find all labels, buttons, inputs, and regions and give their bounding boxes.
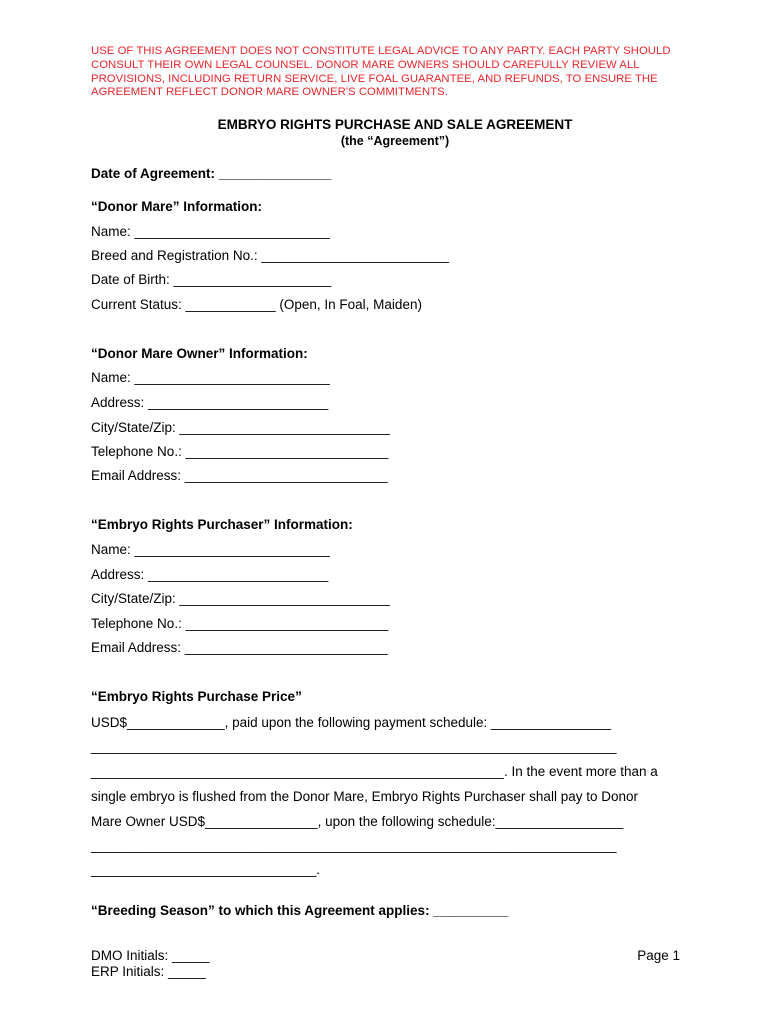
- purchase-price-line-4: single embryo is flushed from the Donor Mare, Embryo Rights Purchaser shall pay to Donor: [91, 789, 638, 804]
- page-number: Page 1: [637, 948, 680, 963]
- owner-email-field: Email Address: ___________________________: [91, 468, 388, 483]
- owner-name-field: Name: __________________________: [91, 370, 330, 385]
- purchase-price-line-2: ______________________________________________________________________: [91, 739, 617, 754]
- notice-line-4: AGREEMENT REFLECT DONOR MARE OWNER'S COMMITMENTS.: [91, 86, 448, 99]
- purchaser-address-field: Address: ________________________: [91, 567, 329, 582]
- legal-notice: [91, 45, 691, 100]
- purchase-price-line-3: _______________________________________________________. In the event more than a: [91, 764, 658, 779]
- purchase-price-line-1: USD$_____________, paid upon the following payment schedule: ________________: [91, 715, 612, 730]
- purchaser-name-field: Name: __________________________: [91, 542, 330, 557]
- dmo-initials-field: DMO Initials: _____: [91, 948, 210, 963]
- owner-telephone-field: Telephone No.: ___________________________: [91, 444, 389, 459]
- donor-mare-heading: “Donor Mare” Information:: [91, 199, 262, 214]
- document-subtitle: (the “Agreement”): [340, 134, 450, 148]
- purchaser-city-field: City/State/Zip: ____________________________: [91, 591, 390, 606]
- purchaser-telephone-field: Telephone No.: ___________________________: [91, 616, 389, 631]
- document-title: EMBRYO RIGHTS PURCHASE AND SALE AGREEMENT: [217, 117, 573, 132]
- owner-city-field: City/State/Zip: ____________________________: [91, 420, 390, 435]
- purchase-price-line-5: Mare Owner USD$_______________, upon the following schedule:_________________: [91, 814, 624, 829]
- purchase-price-line-7: ______________________________.: [91, 862, 320, 877]
- purchaser-email-field: Email Address: ___________________________: [91, 640, 388, 655]
- notice-line-2: CONSULT THEIR OWN LEGAL COUNSEL. DONOR MARE OWNERS SHOULD CAREFULLY REVIEW ALL: [91, 58, 640, 71]
- notice-line-1: USE OF THIS AGREEMENT DOES NOT CONSTITUTE LEGAL ADVICE TO ANY PARTY. EACH PARTY SHOULD: [91, 45, 671, 57]
- purchase-price-line-6: ______________________________________________________________________: [91, 838, 617, 853]
- donor-mare-owner-heading: “Donor Mare Owner” Information:: [91, 346, 308, 361]
- donor-mare-name-field: Name: __________________________: [91, 224, 330, 239]
- notice-line-3: PROVISIONS, INCLUDING RETURN SERVICE, LIVE FOAL GUARANTEE, AND REFUNDS, TO ENSURE THE: [91, 72, 658, 85]
- date-of-agreement-field: Date of Agreement: _______________: [91, 166, 332, 181]
- donor-mare-status-field: Current Status: ____________ (Open, In Foal, Maiden): [91, 297, 422, 312]
- donor-mare-breed-field: Breed and Registration No.: _________________________: [91, 248, 450, 263]
- donor-mare-dob-field: Date of Birth: _____________________: [91, 272, 332, 287]
- erp-initials-field: ERP Initials: _____: [91, 964, 206, 979]
- owner-address-field: Address: ________________________: [91, 395, 329, 410]
- breeding-season-field: “Breeding Season” to which this Agreement applies: __________: [91, 903, 509, 918]
- purchase-price-heading: “Embryo Rights Purchase Price”: [91, 689, 302, 704]
- purchaser-heading: “Embryo Rights Purchaser” Information:: [91, 517, 353, 532]
